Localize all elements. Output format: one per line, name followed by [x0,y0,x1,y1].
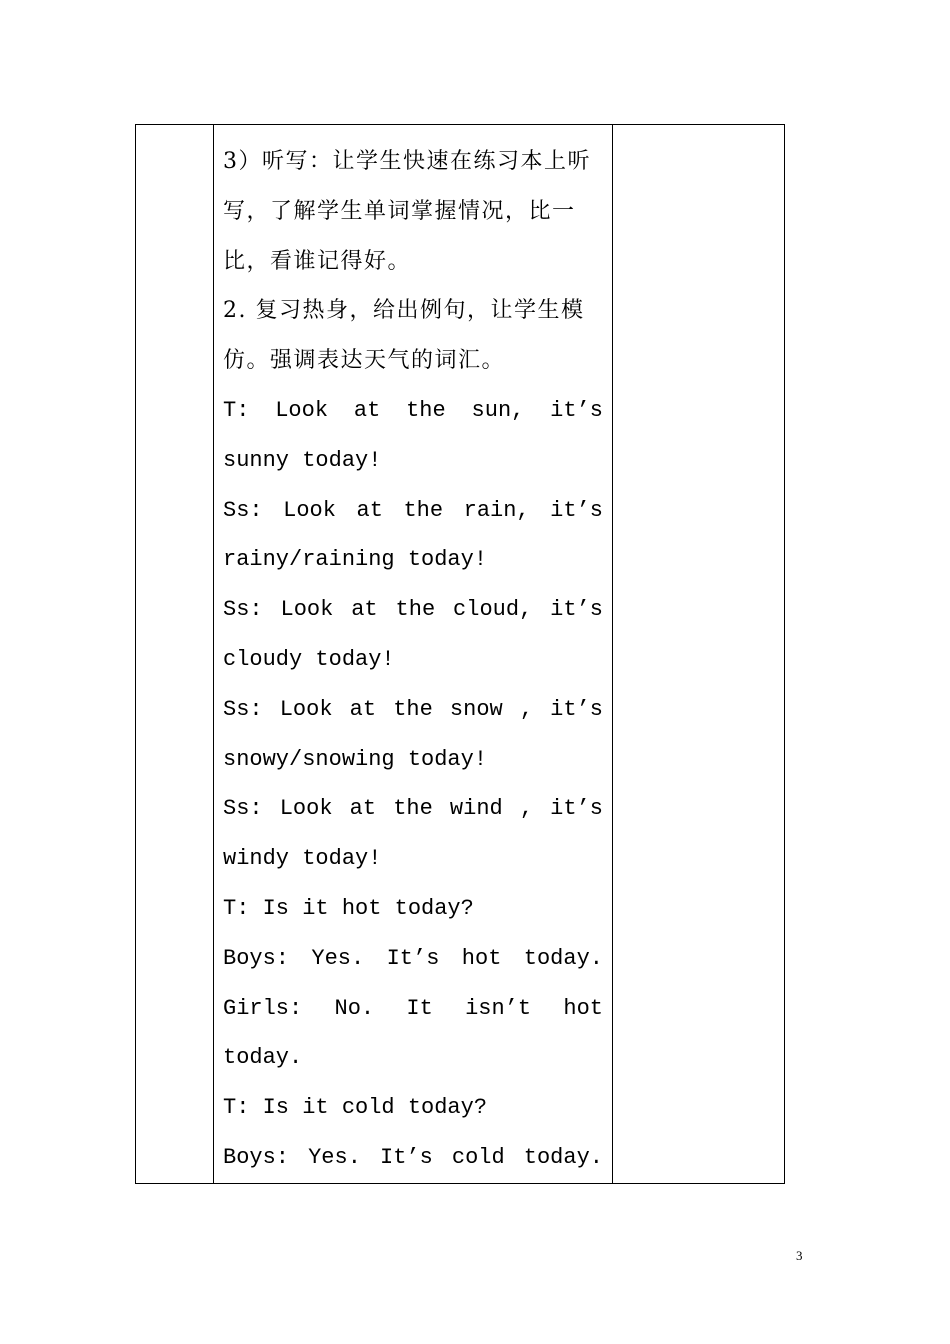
text-line: windy today! [223,846,382,872]
text-line: today. [223,1045,303,1071]
text-line: Boys: Yes. It’s hot today. [223,945,603,971]
text-line: Ss: Look at the rain, it’s [223,497,603,523]
text-line: cloudy today! [223,646,395,672]
text-line: rainy/raining today! [223,547,488,573]
text-line: 3）听写：让学生快速在练习本上听 [223,149,591,174]
text-line: Ss: Look at the cloud, it’s [223,597,603,623]
text-line: T: Look at the sun, it’s [223,397,603,423]
text-line: T: Is it hot today? [223,895,474,921]
right-column-cell [613,125,785,1184]
text-line: Girls: No. It isn’t hot [223,995,603,1021]
lesson-plan-table [135,124,785,1184]
text-line: Boys: Yes. It’s cold today. [223,1144,603,1170]
text-line: Ss: Look at the wind , it’s [223,796,603,822]
text-line: snowy/snowing today! [223,746,488,772]
table-row [136,125,785,1184]
activity-text [214,125,612,1183]
text-line: 仿。强调表达天气的词汇。 [223,348,506,374]
page-number: 3 [796,1248,803,1263]
text-line: 写，了解学生单词掌握情况，比一 [223,198,576,224]
text-line: 2. 复习热身，给出例句，让学生模 [223,298,585,324]
text-line: 比，看谁记得好。 [223,248,412,274]
text-line: Ss: Look at the snow , it’s [223,696,603,722]
text-line: T: Is it cold today? [223,1095,488,1121]
activity-column-cell [214,125,613,1184]
left-column-cell [136,125,214,1184]
text-line: sunny today! [223,447,382,473]
